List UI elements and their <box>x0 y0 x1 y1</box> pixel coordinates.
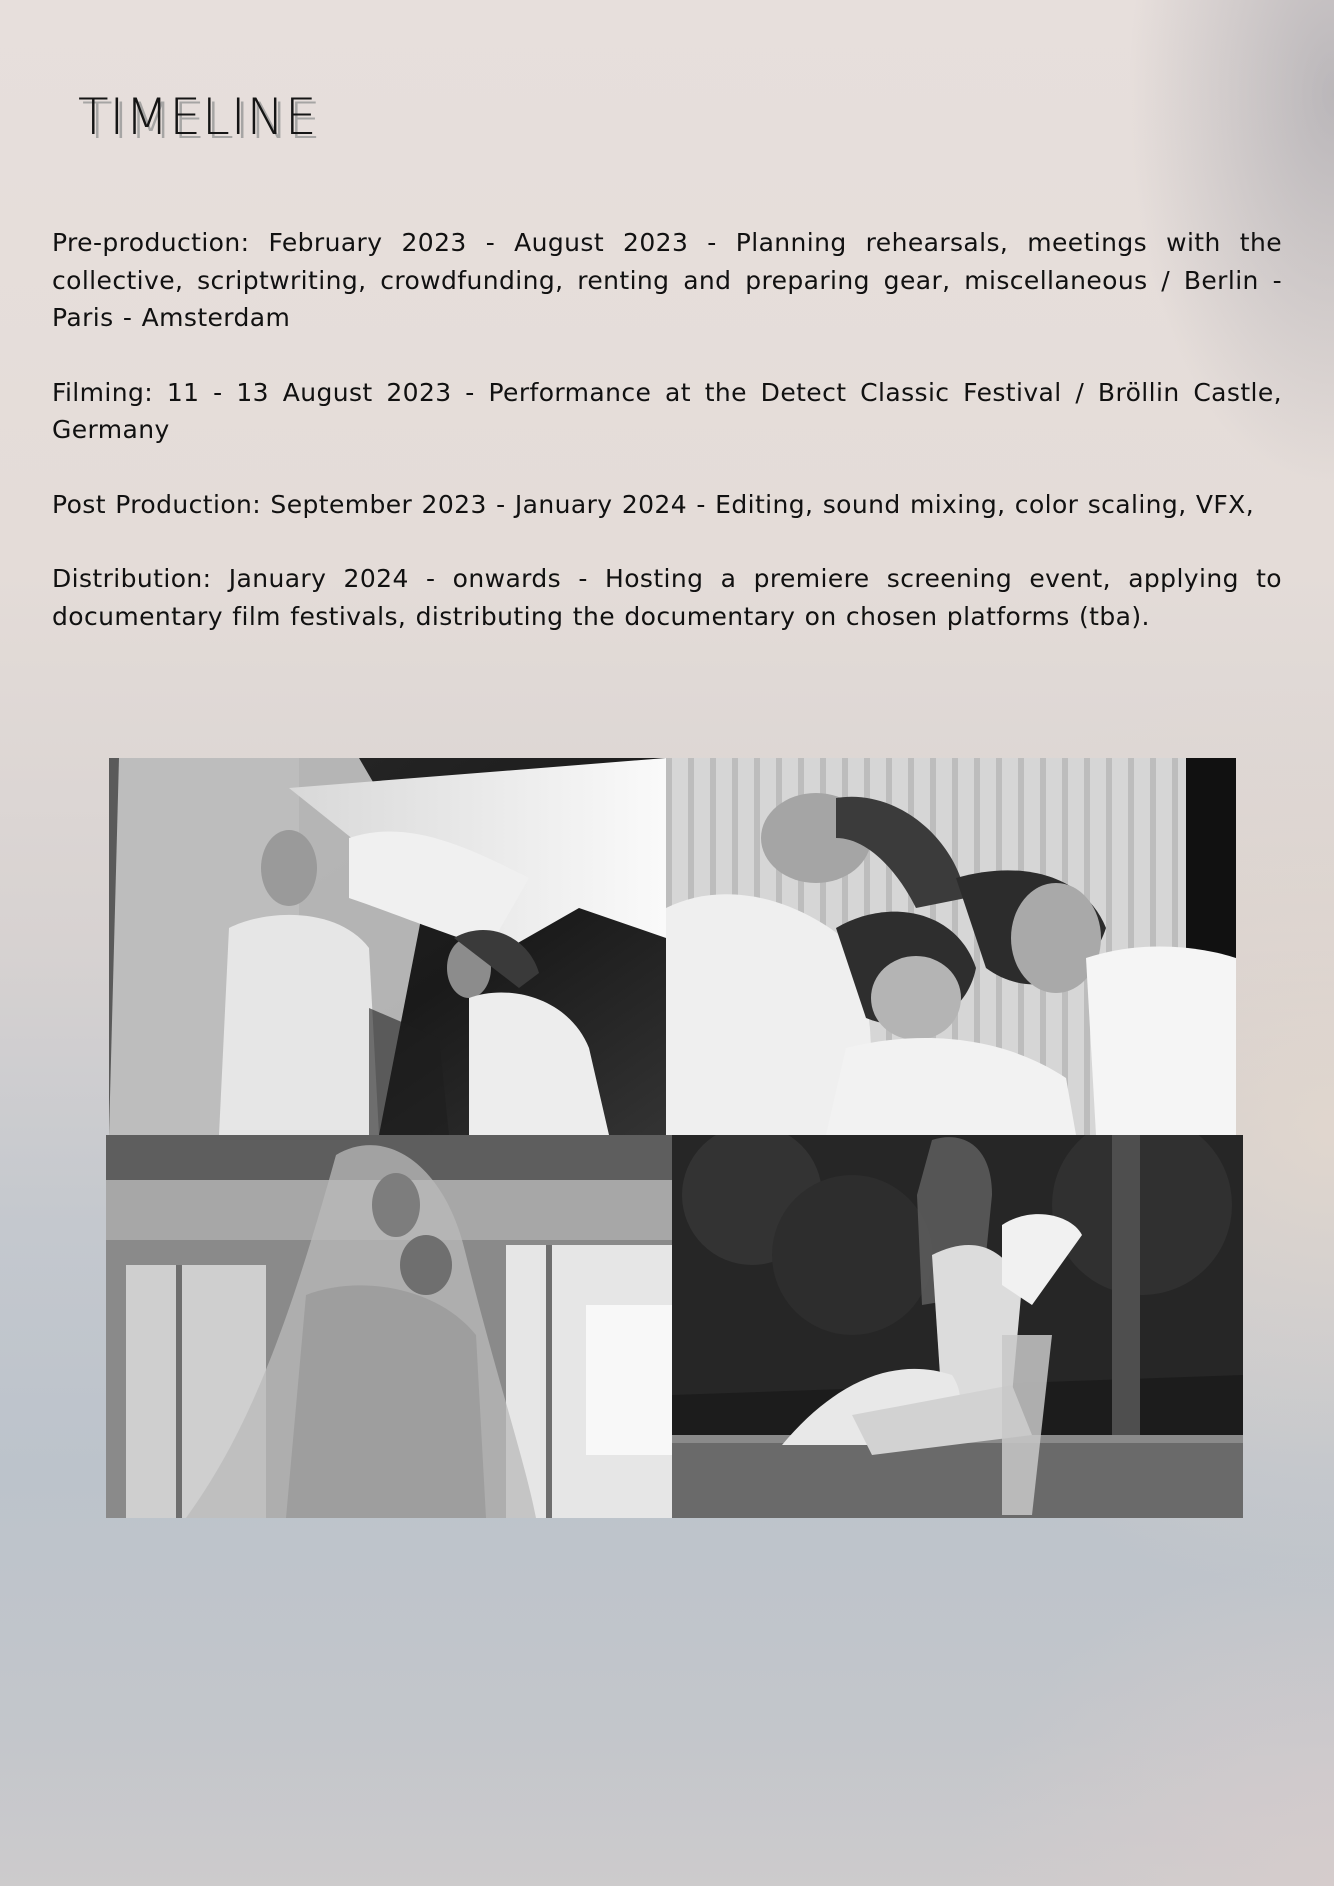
page-title: TIMELINE <box>78 88 318 146</box>
timeline-item-filming: Filming: 11 - 13 August 2023 - Performance at the Detect Classic Festival / Bröllin Castle, Germany <box>52 377 1282 444</box>
photo-veiled-dancer-by-window <box>106 1135 672 1518</box>
photo-veiled-dancer-seated-outdoors-image <box>672 1135 1243 1518</box>
photo-veiled-dancers-fabric <box>109 758 666 1135</box>
photo-three-dancers-resting-heads-image <box>666 758 1236 1135</box>
photo-veiled-dancer-seated-outdoors <box>672 1135 1243 1518</box>
photo-veiled-dancer-by-window-image <box>106 1135 672 1518</box>
timeline-item-post-production: Post Production: September 2023 - January 2024 - Editing, sound mixing, color scaling, VFX, <box>52 489 1255 519</box>
photo-veiled-dancers-fabric-image <box>109 758 666 1135</box>
timeline-item-distribution: Distribution: January 2024 - onwards - Hosting a premiere screening event, applying to documentary film festivals, distributing the documentary on chosen platforms (tba). <box>52 564 1282 631</box>
photo-grid <box>106 758 1243 1518</box>
timeline-item-pre-production: Pre-production: February 2023 - August 2023 - Planning rehearsals, meetings with the collective, scriptwriting, crowdfunding, renting and preparing gear, miscellaneous / Berlin - Paris - Amsterdam <box>52 228 1282 332</box>
timeline-list <box>52 224 1282 672</box>
photo-three-dancers-resting-heads <box>666 758 1236 1135</box>
